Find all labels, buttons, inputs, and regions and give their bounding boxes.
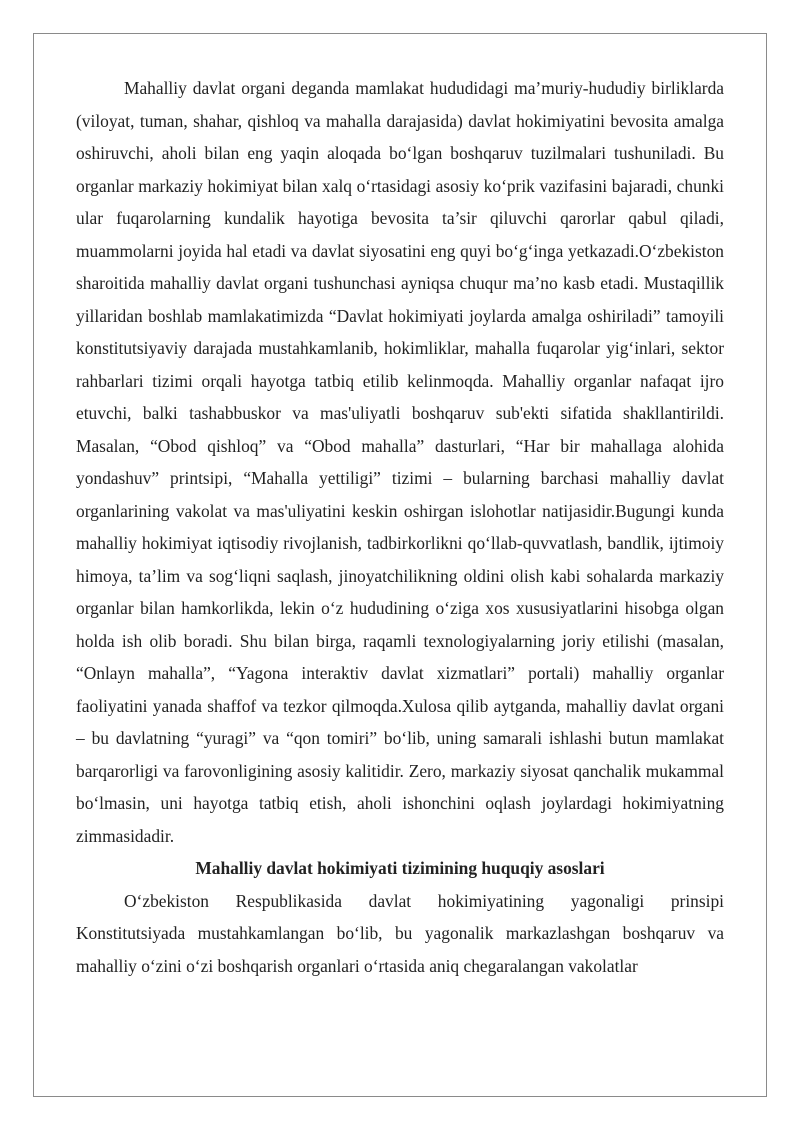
section-heading: Mahalliy davlat hokimiyati tizimining huquqiy asoslari	[195, 858, 605, 878]
document-body	[76, 72, 724, 982]
body-paragraph: O‘zbekiston Respublikasida davlat hokimiyatining yagonaligi prinsipi Konstitutsiyada mustahkamlangan bo‘lib, bu yagonalik markazlashgan boshqaruv va mahalliy o‘zini o‘zi boshqarish organlari o‘rtasida aniq chegaralangan vakolatlar	[76, 890, 724, 976]
body-paragraph: Mahalliy davlat organi deganda mamlakat hududidagi ma’muriy-hududiy birliklarda (viloyat, tuman, shahar, qishloq va mahalla darajasida) davlat hokimiyatini bevosita amalga oshiruvchi, aholi bilan eng yaqin aloqada bo‘lgan boshqaruv tuzilmalari tushuniladi. Bu organlar markaziy hokimiyat bilan xalq o‘rtasidagi asosiy ko‘prik vazifasini bajaradi, chunki ular fuqarolarning kundalik hayotiga bevosita ta’sir qiluvchi qarorlar qabul qiladi, muammolarni joyida hal etadi va davlat siyosatini eng quyi bo‘g‘inga yetkazadi.O‘zbekiston sharoitida mahalliy davlat organi tushunchasi ayniqsa chuqur ma’no kasb etadi. Mustaqillik yillaridan boshlab mamlakatimizda “Davlat hokimiyati joylarda amalga oshiriladi” tamoyili konstitutsiyaviy darajada mustahkamlanib, hokimliklar, mahalla fuqarolar yig‘inlari, sektor rahbarlari tizimi orqali hayotga tatbiq etilib kelinmoqda. Mahalliy organlar nafaqat ijro etuvchi, balki tashabbuskor va mas'uliyatli boshqaruv sub'ekti sifatida shakllantirildi. Masalan, “Obod qishloq” va “Obod mahalla” dasturlari, “Har bir mahallaga alohida yondashuv” printsipi, “Mahalla yettiligi” tizimi – bularning barchasi mahalliy davlat organlarining vakolat va mas'uliyatini keskin oshirgan islohotlar natijasidir.Bugungi kunda mahalliy hokimiyat iqtisodiy rivojlanish, tadbirkorlikni qo‘llab-quvvatlash, bandlik, ijtimoiy himoya, ta’lim va sog‘liqni saqlash, jinoyatchilikning oldini olish kabi sohalarda markaziy organlar bilan hamkorlikda, lekin o‘z hududining o‘ziga xos xususiyatlarini hisobga olgan holda ish olib boradi. Shu bilan birga, raqamli texnologiyalarning joriy etilishi (masalan, “Onlayn mahalla”, “Yagona interaktiv davlat xizmatlari” portali) mahalliy organlar faoliyatini yanada shaffof va tezkor qilmoqda.Xulosa qilib aytganda, mahalliy davlat organi – bu davlatning “yuragi” va “qon tomiri” bo‘lib, uning samarali ishlashi butun mamlakat barqarorligi va farovonligining asosiy kalitidir. Zero, markaziy siyosat qanchalik mukammal bo‘lmasin, uni hayotga tatbiq etish, aholi ishonchini oqlash joylardagi hokimiyatning zimmasidadir.	[76, 78, 724, 846]
